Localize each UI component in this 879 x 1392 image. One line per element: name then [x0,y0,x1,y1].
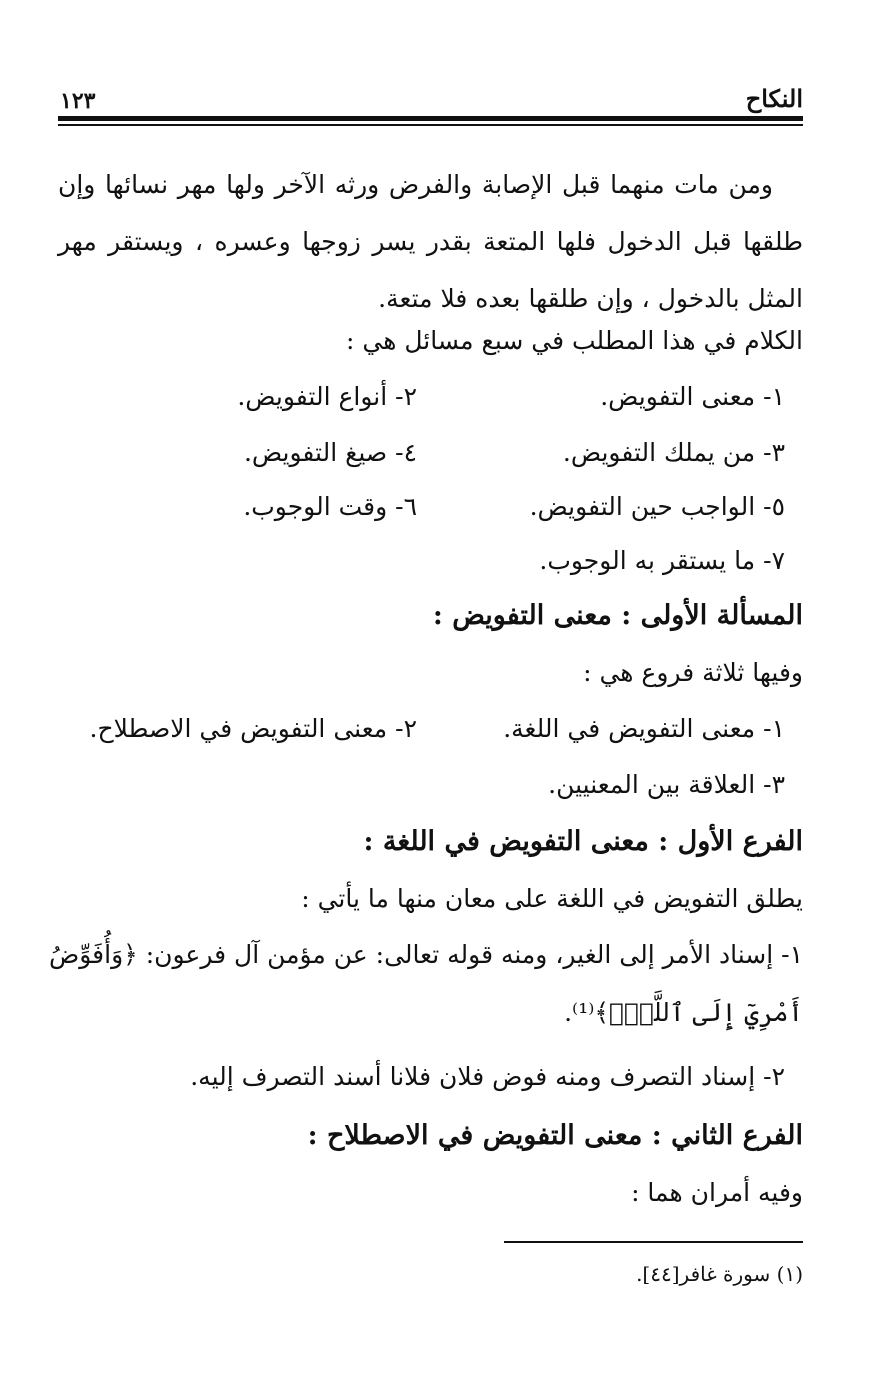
issue-item: ٥- الواجب حين التفويض. [529,492,785,521]
issue-item: ٤- صيغ التفويض. [243,438,417,467]
footnote-rule [504,1241,803,1243]
chapter-title: النكاح [745,84,803,113]
header-rule-thin [58,124,803,126]
page-number: ١٢٣ [60,88,96,114]
footnote: (١) سورة غافر[٤٤]. [636,1262,803,1286]
branch2-heading: الفرع الثاني : معنى التفويض في الاصطلاح : [307,1120,803,1151]
issue-item: ٢- أنواع التفويض. [237,382,417,411]
branch-item: ١- معنى التفويض في اللغة. [503,714,785,743]
issue1-intro: وفيها ثلاثة فروع هي : [583,658,803,687]
meaning2: ٢- إسناد التصرف ومنه فوض فلان فلانا أسند التصرف إليه. [190,1062,785,1091]
branch-item: ٣- العلاقة بين المعنيين. [548,770,785,799]
meaning1-line2: أَمْرِيٓ إِلَى ٱللَّهِۚ﴾⁽¹⁾. [564,998,803,1027]
issue-item: ٣- من يملك التفويض. [562,438,785,467]
issue-item: ٧- ما يستقر به الوجوب. [539,546,785,575]
intro-paragraph: ومن مات منهما قبل الإصابة والفرض ورثه الآخر ولها مهر نسائها وإن طلقها قبل الدخول فلها المتعة بقدر يسر زوجها وعسره ، ويستقر مهر المثل بالدخول ، وإن طلقها بعده فلا متعة. [58,170,803,313]
branch2-intro: وفيه أمران هما : [631,1178,803,1207]
issue-item: ١- معنى التفويض. [600,382,785,411]
branch-item: ٢- معنى التفويض في الاصطلاح. [89,714,417,743]
branch1-intro: يطلق التفويض في اللغة على معان منها ما يأتي : [301,884,803,913]
meaning1-line1: ١- إسناد الأمر إلى الغير، ومنه قوله تعالى: عن مؤمن آل فرعون: ﴿وَأُفَوِّضُ [49,940,803,969]
issue-item: ٦- وقت الوجوب. [243,492,417,521]
branch1-heading: الفرع الأول : معنى التفويض في اللغة : [363,826,803,857]
header-rule-thick [58,116,803,121]
issue1-heading: المسألة الأولى : معنى التفويض : [432,600,803,631]
matlab-intro: الكلام في هذا المطلب في سبع مسائل هي : [346,326,803,355]
